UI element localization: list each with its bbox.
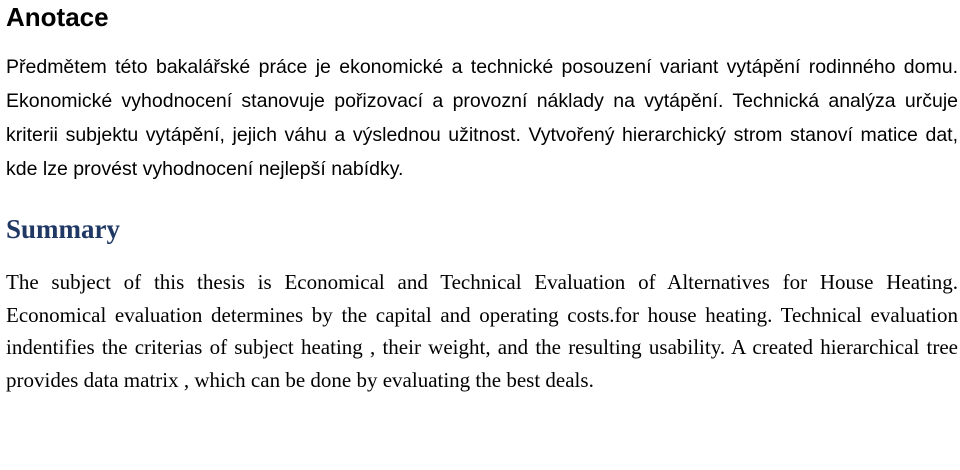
summary-heading: Summary: [6, 214, 120, 244]
anotace-paragraph: Předmětem této bakalářské práce je ekonomické a technické posouzení variant vytápění rodinného domu. Ekonomické vyhodnocení stanovuje pořizovací a provozní náklady na vytápění. Technická analýza určuje kriterii subjektu vytápění, jejich váhu a výslednou užitnost. Vytvořený hierarchický strom stanoví matice dat, kde lze provést vyhodnocení nejlepší nabídky.: [6, 56, 958, 180]
document-page: [6, 0, 958, 396]
anotace-heading: Anotace: [6, 2, 109, 32]
summary-paragraph: The subject of this thesis is Economical and Technical Evaluation of Alternatives for House Heating. Economical evaluation determines by the capital and operating costs.for house heating. Technical evaluation indentifies the criterias of subject heating , their weight, and the resulting usability. A created hierarchical tree provides data matrix , which can be done by evaluating the best deals.: [6, 270, 958, 392]
